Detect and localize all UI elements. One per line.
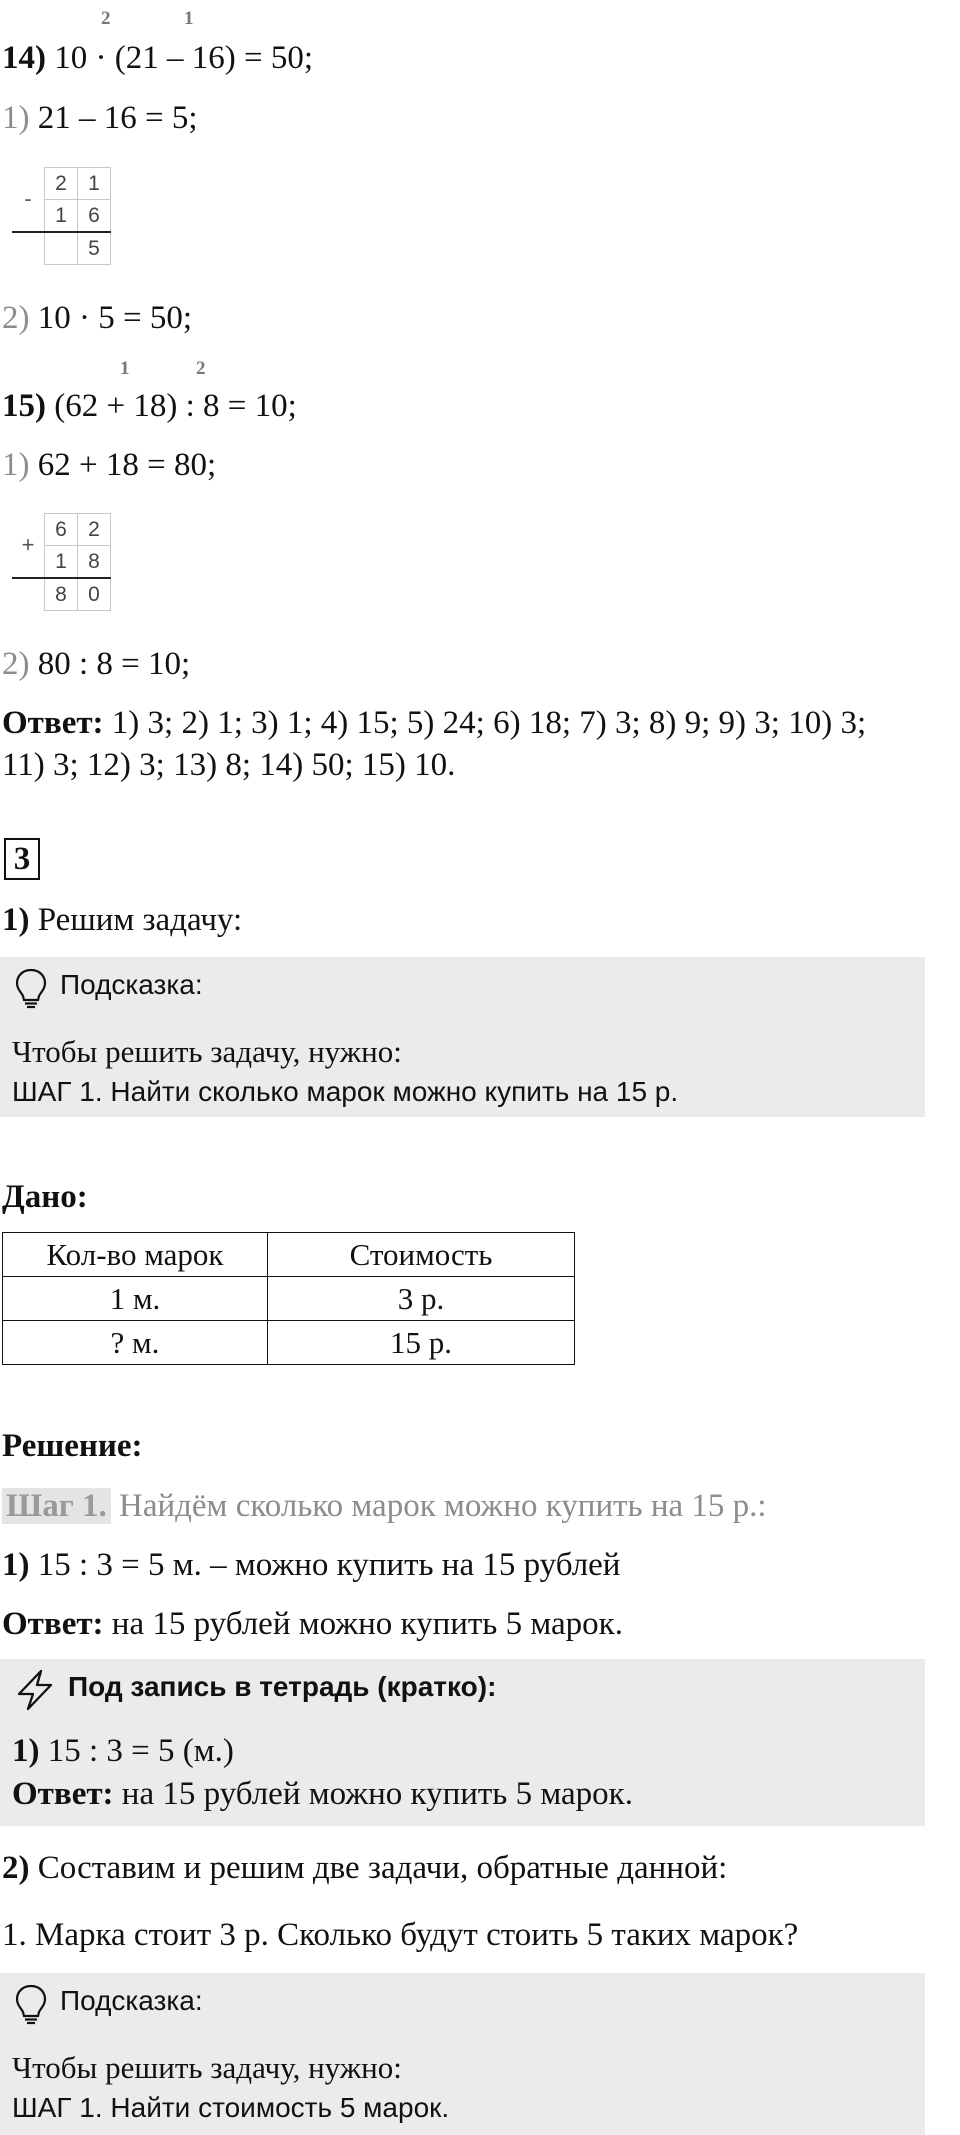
- task-15-step-1: 1) 62 + 18 = 80;: [2, 447, 217, 483]
- lightbulb-icon: [14, 1983, 48, 2025]
- column-subtraction: [12, 167, 111, 265]
- digit-cell: 1: [45, 200, 78, 233]
- lightbulb-icon: [14, 967, 48, 1009]
- lightning-icon: [14, 1669, 56, 1711]
- table-row: [3, 1321, 575, 1365]
- table-cell: 1 м.: [3, 1277, 268, 1321]
- notebook-line: 1) 15 : 3 = 5 (м.): [12, 1733, 234, 1769]
- inverse-task-1: 1. Марка стоит 3 р. Сколько будут стоить 5 таких марок?: [2, 1917, 799, 1953]
- hint-panel: [0, 957, 925, 1117]
- table-cell: 15 р.: [268, 1321, 575, 1365]
- order-mark: 1: [184, 8, 194, 29]
- digit-cell: 8: [78, 546, 111, 579]
- step-chip: Шаг 1.: [2, 1488, 111, 1524]
- section-number: 3: [4, 838, 40, 880]
- answer-line-1: Ответ: 1) 3; 2) 1; 3) 1; 4) 15; 5) 24; 6) 18; 7) 3; 8) 9; 9) 3; 10) 3;: [2, 705, 867, 741]
- order-mark: 2: [101, 8, 111, 29]
- table-cell: ? м.: [3, 1321, 268, 1365]
- hint-step: ШАГ 1. Найти стоимость 5 марок.: [12, 2092, 450, 2123]
- solution-step-heading: Шаг 1. Найдём сколько марок можно купить на 15 р.:: [2, 1486, 767, 1526]
- solution-label: Решение:: [2, 1428, 143, 1464]
- minus-sign: -: [24, 186, 32, 212]
- order-mark: 1: [120, 358, 130, 379]
- notebook-title: Под запись в тетрадь (кратко):: [68, 1671, 497, 1702]
- solution-answer: Ответ: на 15 рублей можно купить 5 марок.: [2, 1606, 623, 1642]
- digit-cell: 2: [45, 168, 78, 200]
- table-header: Стоимость: [268, 1233, 575, 1277]
- digit-cell: 2: [78, 514, 111, 546]
- hint-text: Чтобы решить задачу, нужно:: [12, 2050, 402, 2085]
- task-14-step-2: 2) 10 · 5 = 50;: [2, 300, 193, 336]
- given-label: Дано:: [2, 1179, 88, 1215]
- digit-cell: 6: [45, 514, 78, 546]
- hint-step: ШАГ 1. Найти сколько марок можно купить на 15 р.: [12, 1076, 679, 1107]
- table-row: [3, 1277, 575, 1321]
- part-1-heading: 1) Решим задачу:: [2, 902, 243, 938]
- notebook-answer: Ответ: на 15 рублей можно купить 5 марок.: [12, 1776, 633, 1812]
- plus-sign: +: [21, 532, 35, 558]
- hint-title: Подсказка:: [60, 969, 203, 1000]
- task-14-step-1: 1) 21 – 16 = 5;: [2, 100, 198, 136]
- table-row: [3, 1233, 575, 1277]
- table-header: Кол-во марок: [3, 1233, 268, 1277]
- given-table: [2, 1232, 575, 1365]
- task-15-expression: 15) (62 + 18) : 8 = 10;: [2, 388, 297, 424]
- hint-text: Чтобы решить задачу, нужно:: [12, 1034, 402, 1069]
- digit-cell: 1: [78, 168, 111, 200]
- digit-cell: 1: [45, 546, 78, 579]
- result-cell: [45, 232, 78, 265]
- part-2-heading: 2) Составим и решим две задачи, обратные данной:: [2, 1850, 728, 1886]
- notebook-panel: [0, 1659, 925, 1826]
- column-addition: [12, 513, 111, 611]
- answer-line-2: 11) 3; 12) 3; 13) 8; 14) 50; 15) 10.: [2, 747, 456, 783]
- hint-title: Подсказка:: [60, 1985, 203, 2016]
- result-cell: 5: [78, 232, 111, 265]
- task-15-step-2: 2) 80 : 8 = 10;: [2, 646, 191, 682]
- result-cell: 8: [45, 578, 78, 611]
- table-cell: 3 р.: [268, 1277, 575, 1321]
- result-cell: 0: [78, 578, 111, 611]
- order-mark: 2: [196, 358, 206, 379]
- solution-line: 1) 15 : 3 = 5 м. – можно купить на 15 рублей: [2, 1547, 621, 1583]
- task-14-expression: 14) 10 · (21 – 16) = 50;: [2, 40, 313, 76]
- digit-cell: 6: [78, 200, 111, 233]
- hint-panel: [0, 1973, 925, 2135]
